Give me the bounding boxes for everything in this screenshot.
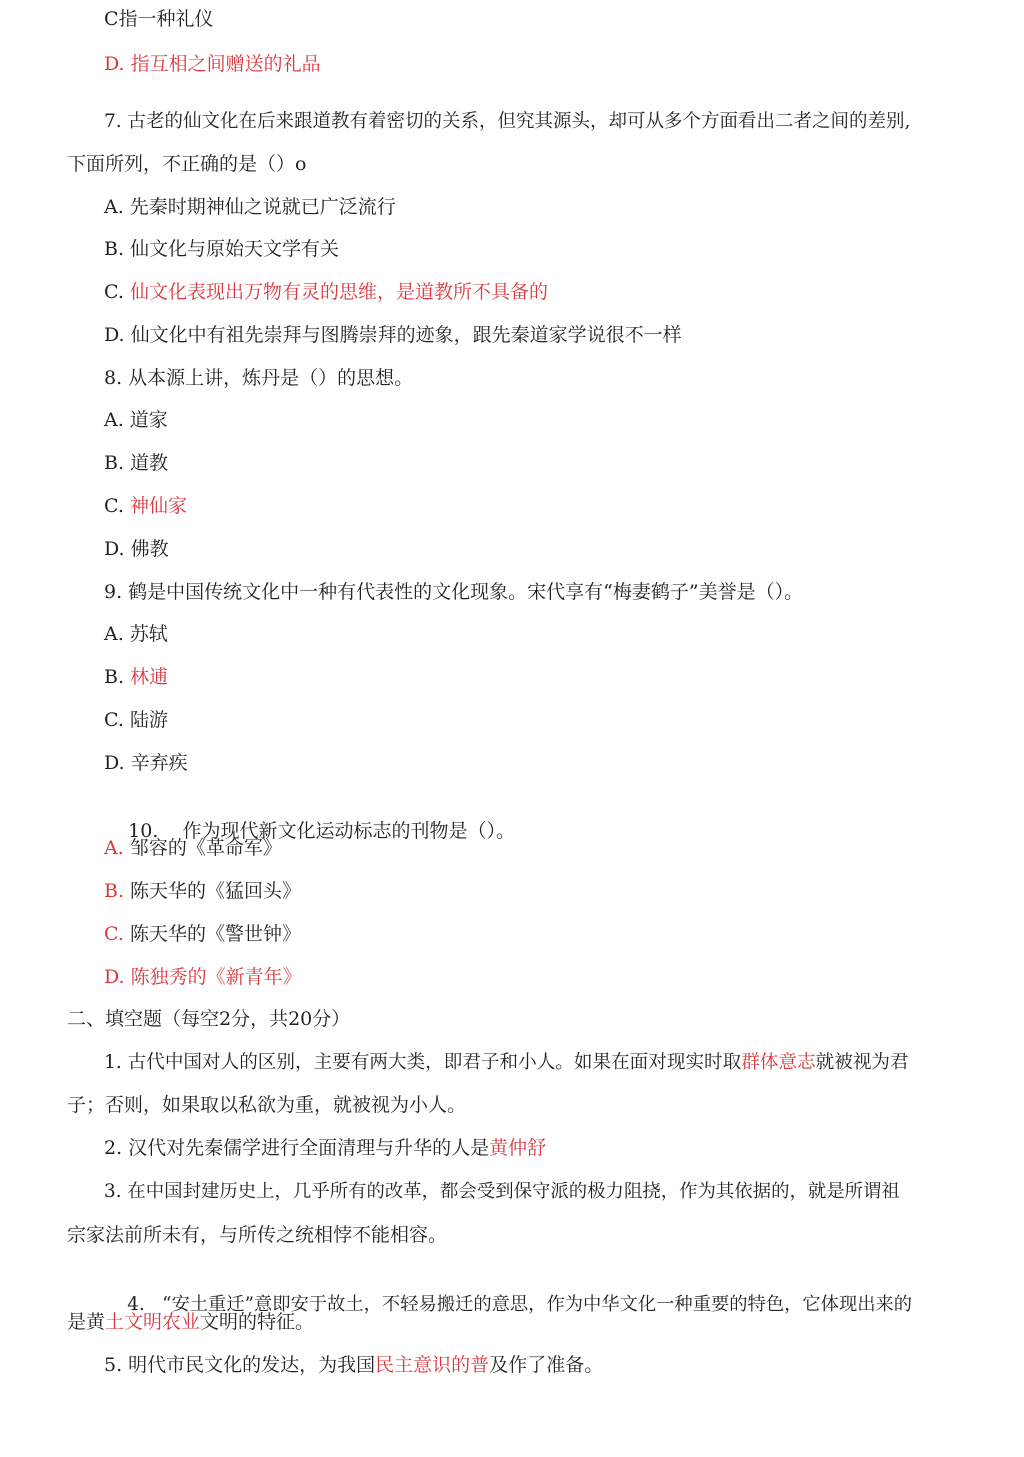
answer-highlight: 林逋 [130, 666, 169, 688]
question-9-option-a [104, 621, 168, 647]
fill-1-line-2 [67, 1092, 466, 1118]
fill-3-line-1 [104, 1179, 954, 1205]
line-segment: 9. 鹤是中国传统文化中一种有代表性的文化现象。宋代享有“梅妻鹤子”美誉是（）。 [104, 581, 804, 603]
option-letter: A. [104, 837, 130, 859]
line-segment: 就被视为君 [815, 1052, 909, 1073]
fill-2 [104, 1135, 546, 1161]
answer-highlight: D. 陈独秀的《新青年》 [104, 966, 302, 988]
line-segment: B. [104, 666, 131, 688]
line-segment: C指一种礼仪 [104, 8, 214, 30]
line-segment: B. 道教 [104, 452, 169, 474]
fill-4-line-2 [67, 1309, 314, 1335]
line-segment: C. [104, 281, 130, 303]
line-segment: C. 陆游 [104, 709, 168, 731]
question-8-option-c [104, 493, 187, 519]
answer-highlight: 民主意识的普 [375, 1354, 490, 1376]
fill-1-line-1 [104, 1050, 954, 1076]
line-option-d-gifts [104, 51, 321, 77]
line-segment: 1. 古代中国对人的区别，主要有两大类，即君子和小人。如果在面对现实时取 [104, 1052, 742, 1073]
line-segment: D. 指互相之间赠送的礼品 [104, 53, 321, 75]
question-10-option-d [104, 964, 302, 990]
question-7-option-a [104, 194, 396, 220]
question-10-option-a [104, 835, 282, 861]
answer-highlight: 土文明农业 [105, 1311, 201, 1333]
question-8-prompt [104, 365, 413, 391]
line-segment: 2. 汉代对先秦儒学进行全面清理与升华的人是 [104, 1137, 490, 1159]
answer-highlight: 群体意志 [741, 1052, 816, 1073]
section-2-heading [67, 1006, 350, 1032]
line-segment: 4. “安土重迁”意即安于故土，不轻易搬迁的意思，作为中华文化一种重要的特色，它体现出来的 [127, 1294, 913, 1315]
question-7-option-b [104, 236, 339, 262]
line-segment: D. 辛弃疾 [104, 752, 188, 774]
question-8-option-a [104, 407, 168, 433]
line-segment: 7. 古老的仙文化在后来跟道教有着密切的关系，但究其源头，却可从多个方面看出二者之间的差别, [104, 111, 911, 132]
line-segment: C. [104, 495, 130, 517]
line-segment: 陈天华的《警世钟》 [129, 923, 301, 945]
question-9-option-d [104, 750, 188, 776]
fill-4-line-1 [104, 1266, 956, 1315]
question-9-option-c [104, 707, 168, 733]
question-7-line-1 [104, 109, 956, 135]
fill-3-line-2 [67, 1222, 447, 1248]
line-segment: B. 仙文化与原始天文学有关 [104, 238, 340, 260]
line-segment: D. 仙文化中有祖先崇拜与图腾崇拜的迹象，跟先秦道家学说很不一样 [104, 324, 682, 346]
line-segment: A. 苏轼 [104, 623, 168, 645]
line-segment: 文明的特征。 [200, 1311, 315, 1333]
line-segment: 8. 从本源上讲，炼丹是（）的思想。 [104, 367, 414, 389]
line-segment: 陈天华的《猛回头》 [130, 880, 302, 902]
question-7-option-c [104, 279, 548, 305]
question-8-option-b [104, 450, 168, 476]
line-segment: 3. 在中国封建历史上，几乎所有的改革，都会受到保守派的极力阻挠，作为其依据的，就是所谓祖 [104, 1181, 900, 1202]
line-segment: A. 道家 [104, 409, 168, 431]
line-segment: 子；否则，如果取以私欲为重，就被视为小人。 [67, 1094, 467, 1116]
line-segment: 宗家法前所未有，与所传之统相悖不能相容。 [67, 1224, 448, 1246]
answer-highlight: 黄仲舒 [489, 1137, 547, 1159]
question-10-prompt [104, 792, 516, 842]
question-10-option-b [104, 878, 301, 904]
line-segment: 邹容的《革命军》 [129, 837, 282, 859]
question-9-option-b [104, 664, 168, 690]
question-10-option-c [104, 921, 301, 947]
line-option-c-etiquette [104, 6, 214, 32]
line-segment: 下面所列，不正确的是（）o [67, 153, 307, 175]
line-segment: 及作了准备。 [489, 1354, 604, 1376]
line-segment: D. 佛教 [104, 538, 169, 560]
question-7-line-2 [67, 151, 306, 177]
fill-5 [104, 1352, 603, 1378]
line-segment: 是黄 [67, 1311, 106, 1333]
answer-highlight: 仙文化表现出万物有灵的思维，是道教所不具备的 [129, 281, 548, 303]
line-segment: 二、填空题（每空2分，共20分） [67, 1008, 351, 1030]
line-segment: A. 先秦时期神仙之说就已广泛流行 [104, 196, 396, 218]
line-segment: 10. 作为现代新文化运动标志的刊物是（）。 [128, 820, 516, 842]
option-letter: B. [104, 880, 131, 902]
question-7-option-d [104, 322, 682, 348]
line-segment: 5. 明代市民文化的发达，为我国 [104, 1354, 376, 1376]
question-8-option-d [104, 536, 169, 562]
question-9-prompt [104, 579, 803, 605]
answer-highlight: 神仙家 [129, 495, 187, 517]
option-letter: C. [104, 923, 130, 945]
